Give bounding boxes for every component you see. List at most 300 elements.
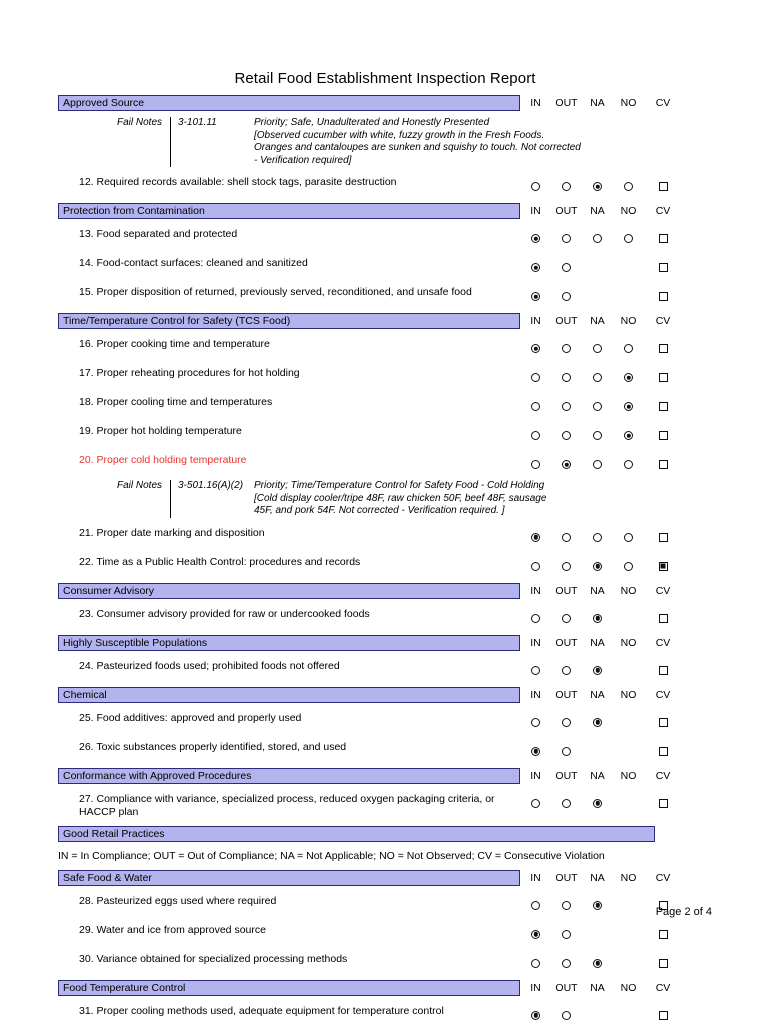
column-header-na: NA	[590, 636, 605, 649]
checklist-item-label: 12. Required records available: shell stock tags, parasite destruction	[79, 176, 397, 188]
radio-out[interactable]	[562, 533, 571, 542]
mark-cell-out[interactable]	[551, 286, 582, 306]
mark-cell-na[interactable]	[582, 454, 613, 474]
mark-cell-out[interactable]	[551, 425, 582, 445]
mark-group	[520, 454, 713, 474]
mark-cell-na[interactable]	[582, 712, 613, 732]
checklist-item-label: 30. Variance obtained for specialized processing methods	[79, 952, 348, 965]
mark-cell-in[interactable]	[520, 608, 551, 628]
page-footer: Page 2 of 4	[655, 906, 712, 918]
mark-cell-in[interactable]	[520, 257, 551, 277]
mark-cell-no[interactable]	[613, 338, 644, 358]
section-header-barcell	[58, 687, 520, 703]
checklist-item-label: 15. Proper disposition of returned, previously served, reconditioned, and unsafe food	[79, 286, 472, 298]
radio-out[interactable]	[562, 959, 571, 968]
mark-cell-no[interactable]	[613, 425, 644, 445]
checklist-item-label: 27. Compliance with variance, specialized process, reduced oxygen packaging criteria, or HACCP plan	[79, 792, 495, 818]
column-header-na: NA	[590, 981, 605, 994]
mark-cell-na[interactable]	[582, 895, 613, 915]
mark-cell-in[interactable]	[520, 660, 551, 680]
checklist-item-label: 28. Pasteurized eggs used where required	[79, 894, 277, 907]
checklist-item-label: 29. Water and ice from approved source	[79, 923, 266, 936]
radio-in[interactable]	[531, 182, 540, 191]
mark-cell-out[interactable]	[551, 793, 582, 813]
radio-in[interactable]	[531, 431, 540, 440]
column-header-in: IN	[530, 97, 541, 109]
mark-cell-in[interactable]	[520, 924, 551, 944]
fail-notes-line: [Cold display cooler/tripe 48F, raw chicken 50F, beef 48F, sausage	[254, 492, 547, 504]
section-header-bar: Approved Source	[58, 95, 520, 111]
checkbox-cv[interactable]	[659, 344, 668, 353]
mark-cell-na[interactable]	[582, 556, 613, 576]
checklist-item-row	[58, 712, 713, 732]
column-header-cv: CV	[655, 636, 671, 649]
column-header-group	[520, 583, 713, 599]
radio-na[interactable]	[593, 666, 602, 675]
mark-cell-na[interactable]	[582, 338, 613, 358]
mark-cell-no[interactable]	[613, 367, 644, 387]
column-header-out: OUT	[555, 584, 578, 597]
mark-cell-cv[interactable]	[644, 924, 682, 944]
column-header-cv: CV	[655, 584, 671, 597]
checklist-item-row	[58, 286, 713, 306]
mark-cell-no[interactable]	[613, 228, 644, 248]
radio-na[interactable]	[593, 373, 602, 382]
radio-no[interactable]	[624, 431, 633, 440]
mark-group	[520, 712, 713, 732]
radio-na[interactable]	[593, 614, 602, 623]
radio-na[interactable]	[593, 799, 602, 808]
mark-cell-cv[interactable]	[644, 741, 682, 761]
section-header-barcell	[58, 980, 520, 996]
column-header-out: OUT	[555, 981, 578, 994]
column-header-out: OUT	[555, 636, 578, 649]
column-header-in: IN	[530, 636, 541, 649]
column-header-out: OUT	[555, 688, 578, 701]
column-header-in: IN	[530, 688, 541, 701]
mark-group	[520, 741, 713, 761]
column-header-na: NA	[590, 205, 605, 217]
mark-cell-out[interactable]	[551, 338, 582, 358]
column-header-no: NO	[620, 205, 637, 217]
checkbox-cv[interactable]	[659, 533, 668, 542]
mark-group	[520, 396, 713, 416]
radio-na[interactable]	[593, 959, 602, 968]
mark-cell-cv[interactable]	[644, 257, 682, 277]
section-header-row	[58, 583, 713, 599]
mark-cell-no[interactable]	[613, 176, 644, 196]
radio-in[interactable]	[531, 402, 540, 411]
radio-out[interactable]	[562, 799, 571, 808]
mark-cell-na[interactable]	[582, 527, 613, 547]
radio-na[interactable]	[593, 431, 602, 440]
mark-group	[520, 176, 713, 196]
checklist-item-label: 14. Food-contact surfaces: cleaned and sanitized	[79, 257, 308, 269]
checkbox-cv[interactable]	[659, 431, 668, 440]
column-header-out: OUT	[555, 315, 578, 327]
checklist-item-label: 21. Proper date marking and disposition	[79, 526, 265, 539]
radio-in[interactable]	[531, 614, 540, 623]
column-header-cv: CV	[655, 981, 671, 994]
checklist-item-label: 17. Proper reheating procedures for hot holding	[79, 367, 300, 379]
fail-notes-line: [Observed cucumber with white, fuzzy growth in the Fresh Foods.	[254, 129, 545, 141]
checkbox-cv[interactable]	[659, 402, 668, 411]
column-header-na: NA	[590, 315, 605, 327]
checkbox-cv[interactable]	[659, 292, 668, 301]
column-header-na: NA	[590, 97, 605, 109]
radio-no[interactable]	[624, 460, 633, 469]
column-header-cv: CV	[655, 97, 671, 109]
radio-in[interactable]	[531, 263, 540, 272]
mark-cell-cv[interactable]	[644, 608, 682, 628]
column-header-no: NO	[620, 315, 637, 327]
mark-cell-in[interactable]	[520, 953, 551, 973]
radio-in[interactable]	[531, 234, 540, 243]
mark-cell-cv[interactable]	[644, 286, 682, 306]
mark-cell-in[interactable]	[520, 367, 551, 387]
column-header-cv: CV	[655, 688, 671, 701]
radio-no[interactable]	[624, 182, 633, 191]
radio-out[interactable]	[562, 666, 571, 675]
radio-in[interactable]	[531, 901, 540, 910]
column-header-na: NA	[590, 871, 605, 884]
radio-out[interactable]	[562, 182, 571, 191]
section-header-row	[58, 203, 713, 219]
section-header-bar: Good Retail Practices	[58, 826, 655, 842]
mark-cell-cv[interactable]	[644, 396, 682, 416]
section-header-bar: Food Temperature Control	[58, 980, 520, 996]
column-header-no: NO	[620, 871, 637, 884]
checklist-item-row	[58, 257, 713, 277]
mark-cell-cv[interactable]	[644, 660, 682, 680]
mark-cell-out[interactable]	[551, 712, 582, 732]
radio-out[interactable]	[562, 562, 571, 571]
checklist-item-row	[58, 924, 713, 944]
radio-in[interactable]	[531, 1011, 540, 1020]
column-header-group	[520, 635, 713, 651]
radio-in[interactable]	[531, 959, 540, 968]
column-header-out: OUT	[555, 205, 578, 217]
checklist-item-row	[58, 741, 713, 761]
checklist-item-row	[58, 953, 713, 973]
checkbox-cv[interactable]	[659, 666, 668, 675]
mark-cell-in[interactable]	[520, 228, 551, 248]
radio-out[interactable]	[562, 402, 571, 411]
radio-in[interactable]	[531, 666, 540, 675]
mark-cell-out[interactable]	[551, 257, 582, 277]
mark-cell-out[interactable]	[551, 228, 582, 248]
radio-in[interactable]	[531, 373, 540, 382]
column-header-group	[520, 768, 713, 784]
radio-no[interactable]	[624, 373, 633, 382]
checklist-item-label: 18. Proper cooling time and temperatures	[79, 396, 273, 408]
mark-group	[520, 608, 713, 628]
checklist-item-row	[58, 660, 713, 680]
column-header-in: IN	[530, 981, 541, 994]
fail-notes-block	[58, 480, 712, 518]
checklist-item-label: 13. Food separated and protected	[79, 228, 238, 240]
fail-notes-block	[58, 117, 712, 167]
radio-no[interactable]	[624, 562, 633, 571]
radio-out[interactable]	[562, 460, 571, 469]
checklist-item-row	[58, 556, 713, 576]
mark-cell-out[interactable]	[551, 608, 582, 628]
checkbox-cv[interactable]	[659, 234, 668, 243]
mark-cell-cv[interactable]	[644, 425, 682, 445]
section-header-barcell	[58, 583, 520, 599]
checklist-item-row	[58, 228, 713, 248]
section-header-barcell	[58, 203, 520, 219]
column-header-in: IN	[530, 584, 541, 597]
mark-cell-cv[interactable]	[644, 1005, 682, 1025]
radio-in[interactable]	[531, 533, 540, 542]
radio-in[interactable]	[531, 930, 540, 939]
mark-cell-in[interactable]	[520, 741, 551, 761]
fail-notes-line: Priority; Safe, Unadulterated and Honestly Presented	[254, 117, 490, 128]
checklist-item-row	[58, 1005, 713, 1025]
radio-na[interactable]	[593, 182, 602, 191]
fail-notes-label: Fail Notes	[116, 117, 162, 128]
checkbox-cv[interactable]	[659, 959, 668, 968]
radio-out[interactable]	[562, 263, 571, 272]
section-header-barcell	[58, 826, 520, 842]
mark-cell-in[interactable]	[520, 527, 551, 547]
checklist-item-row	[58, 793, 713, 819]
section-header-barcell	[58, 313, 520, 329]
mark-cell-out[interactable]	[551, 396, 582, 416]
column-header-group	[520, 313, 713, 329]
column-header-cv: CV	[655, 769, 671, 782]
section-header-row	[58, 313, 713, 329]
section-header-bar: Consumer Advisory	[58, 583, 520, 599]
radio-na[interactable]	[593, 901, 602, 910]
mark-cell-cv[interactable]	[644, 953, 682, 973]
section-header-bar: Safe Food & Water	[58, 870, 520, 886]
section-header-barcell	[58, 635, 520, 651]
fail-notes-line: Oranges and cantaloupes are sunken and squishy to touch. Not corrected	[254, 142, 581, 153]
mark-cell-na[interactable]	[582, 228, 613, 248]
mark-cell-cv[interactable]	[644, 556, 682, 576]
mark-cell-in[interactable]	[520, 556, 551, 576]
mark-cell-in[interactable]	[520, 338, 551, 358]
column-header-no: NO	[620, 584, 637, 597]
mark-cell-na[interactable]	[582, 953, 613, 973]
radio-out[interactable]	[562, 1011, 571, 1020]
mark-cell-cv[interactable]	[644, 338, 682, 358]
mark-cell-in[interactable]	[520, 454, 551, 474]
checkbox-cv[interactable]	[659, 614, 668, 623]
radio-na[interactable]	[593, 460, 602, 469]
section-header-row	[58, 95, 713, 111]
radio-out[interactable]	[562, 234, 571, 243]
mark-cell-cv[interactable]	[644, 527, 682, 547]
checklist-item-row	[58, 454, 713, 474]
mark-cell-na[interactable]	[582, 176, 613, 196]
column-header-group	[520, 980, 713, 996]
radio-out[interactable]	[562, 718, 571, 727]
checkbox-cv[interactable]	[659, 718, 668, 727]
column-header-group	[520, 870, 713, 886]
column-header-no: NO	[620, 769, 637, 782]
mark-cell-in[interactable]	[520, 1005, 551, 1025]
column-header-na: NA	[590, 584, 605, 597]
checklist-item-label: 16. Proper cooking time and temperature	[79, 338, 270, 350]
section-header-bar: Protection from Contamination	[58, 203, 520, 219]
checklist-item-row	[58, 338, 713, 358]
fail-notes-code: 3-501.16(A)(2)	[170, 480, 254, 518]
radio-na[interactable]	[593, 234, 602, 243]
mark-cell-na[interactable]	[582, 425, 613, 445]
checkbox-cv[interactable]	[659, 373, 668, 382]
radio-no[interactable]	[624, 402, 633, 411]
mark-cell-out[interactable]	[551, 454, 582, 474]
radio-na[interactable]	[593, 402, 602, 411]
checkbox-cv[interactable]	[659, 562, 668, 571]
mark-group	[520, 338, 713, 358]
mark-group	[520, 556, 713, 576]
mark-cell-out[interactable]	[551, 367, 582, 387]
mark-cell-out[interactable]	[551, 953, 582, 973]
checkbox-cv[interactable]	[659, 747, 668, 756]
mark-cell-no[interactable]	[613, 527, 644, 547]
radio-out[interactable]	[562, 344, 571, 353]
mark-cell-na[interactable]	[582, 793, 613, 813]
column-header-in: IN	[530, 871, 541, 884]
radio-in[interactable]	[531, 460, 540, 469]
checklist-item-label: 22. Time as a Public Health Control: procedures and records	[79, 555, 361, 568]
radio-in[interactable]	[531, 562, 540, 571]
radio-out[interactable]	[562, 901, 571, 910]
checklist-item-label: 20. Proper cold holding temperature	[79, 454, 247, 466]
mark-group	[520, 1005, 713, 1025]
checklist-item-label: 19. Proper hot holding temperature	[79, 425, 242, 437]
radio-out[interactable]	[562, 373, 571, 382]
page-title: Retail Food Establishment Inspection Report	[234, 70, 536, 87]
mark-cell-in[interactable]	[520, 286, 551, 306]
mark-cell-in[interactable]	[520, 793, 551, 813]
mark-cell-cv[interactable]	[644, 228, 682, 248]
checklist-item-row	[58, 425, 713, 445]
column-header-cv: CV	[655, 315, 671, 327]
mark-group	[520, 425, 713, 445]
mark-cell-na[interactable]	[582, 608, 613, 628]
fail-notes-text	[254, 117, 712, 167]
fail-notes-code: 3-101.11	[170, 117, 254, 167]
section-header-row	[58, 980, 713, 996]
mark-cell-na[interactable]	[582, 660, 613, 680]
mark-group	[520, 286, 713, 306]
section-header-row	[58, 687, 713, 703]
mark-cell-out[interactable]	[551, 176, 582, 196]
report-body	[58, 95, 712, 1025]
mark-cell-out[interactable]	[551, 924, 582, 944]
fail-notes-text	[254, 480, 712, 518]
column-header-group	[520, 203, 713, 219]
mark-cell-no[interactable]	[613, 454, 644, 474]
radio-out[interactable]	[562, 292, 571, 301]
checkbox-cv[interactable]	[659, 460, 668, 469]
mark-cell-na[interactable]	[582, 367, 613, 387]
column-header-in: IN	[530, 205, 541, 217]
column-header-in: IN	[530, 769, 541, 782]
mark-cell-out[interactable]	[551, 527, 582, 547]
radio-in[interactable]	[531, 292, 540, 301]
radio-na[interactable]	[593, 562, 602, 571]
checkbox-cv[interactable]	[659, 799, 668, 808]
mark-cell-cv[interactable]	[644, 367, 682, 387]
radio-out[interactable]	[562, 431, 571, 440]
section-header-barcell	[58, 870, 520, 886]
section-header-bar: Conformance with Approved Procedures	[58, 768, 520, 784]
column-header-cv: CV	[655, 205, 671, 217]
radio-in[interactable]	[531, 799, 540, 808]
mark-cell-cv[interactable]	[644, 176, 682, 196]
mark-cell-out[interactable]	[551, 660, 582, 680]
section-header-bar: Chemical	[58, 687, 520, 703]
mark-cell-in[interactable]	[520, 396, 551, 416]
radio-na[interactable]	[593, 344, 602, 353]
mark-group	[520, 660, 713, 680]
radio-no[interactable]	[624, 533, 633, 542]
section-header-bar: Time/Temperature Control for Safety (TCS Food)	[58, 313, 520, 329]
column-header-out: OUT	[555, 871, 578, 884]
radio-in[interactable]	[531, 718, 540, 727]
mark-cell-cv[interactable]	[644, 793, 682, 813]
mark-cell-no[interactable]	[613, 556, 644, 576]
radio-in[interactable]	[531, 747, 540, 756]
mark-cell-in[interactable]	[520, 712, 551, 732]
mark-cell-no[interactable]	[613, 396, 644, 416]
checklist-item-label: 25. Food additives: approved and properly used	[79, 711, 302, 724]
mark-cell-in[interactable]	[520, 425, 551, 445]
checkbox-cv[interactable]	[659, 263, 668, 272]
mark-cell-na[interactable]	[582, 396, 613, 416]
mark-cell-in[interactable]	[520, 895, 551, 915]
checkbox-cv[interactable]	[659, 1011, 668, 1020]
radio-na[interactable]	[593, 718, 602, 727]
radio-no[interactable]	[624, 234, 633, 243]
mark-cell-out[interactable]	[551, 895, 582, 915]
checklist-item-label: 31. Proper cooling methods used, adequate equipment for temperature control	[79, 1004, 444, 1017]
column-header-in: IN	[530, 315, 541, 327]
column-header-na: NA	[590, 769, 605, 782]
radio-in[interactable]	[531, 344, 540, 353]
fail-notes-line: - Verification required]	[254, 154, 352, 166]
mark-group	[520, 793, 713, 813]
mark-group	[520, 228, 713, 248]
radio-out[interactable]	[562, 747, 571, 756]
checkbox-cv[interactable]	[659, 182, 668, 191]
mark-cell-cv[interactable]	[644, 454, 682, 474]
radio-out[interactable]	[562, 930, 571, 939]
checkbox-cv[interactable]	[659, 930, 668, 939]
mark-cell-out[interactable]	[551, 741, 582, 761]
section-header-row	[58, 768, 713, 784]
mark-cell-cv[interactable]	[644, 712, 682, 732]
mark-cell-in[interactable]	[520, 176, 551, 196]
column-header-out: OUT	[555, 769, 578, 782]
radio-no[interactable]	[624, 344, 633, 353]
mark-cell-out[interactable]	[551, 556, 582, 576]
checklist-item-row	[58, 608, 713, 628]
radio-out[interactable]	[562, 614, 571, 623]
mark-group	[520, 257, 713, 277]
fail-notes-label: Fail Notes	[116, 480, 162, 491]
section-header-row	[58, 826, 713, 842]
radio-na[interactable]	[593, 533, 602, 542]
mark-cell-out[interactable]	[551, 1005, 582, 1025]
column-header-out: OUT	[555, 97, 578, 109]
